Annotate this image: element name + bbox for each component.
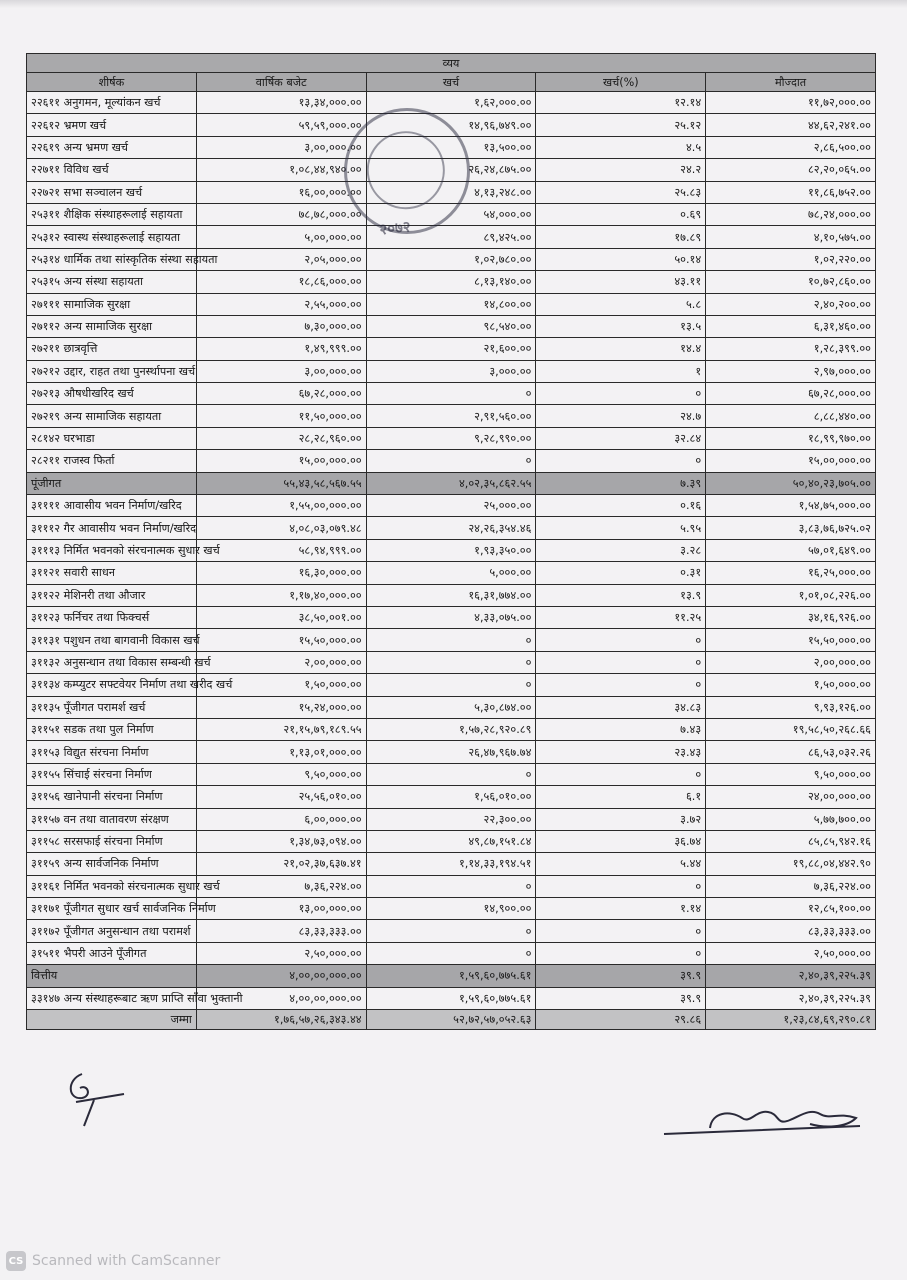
row-balance: १२,८५,१००.०० bbox=[706, 898, 876, 920]
total-balance: १,२३,८४,६९,२९०.८१ bbox=[706, 1010, 876, 1030]
row-pct: ० bbox=[536, 674, 706, 696]
row-pct: २५.८३ bbox=[536, 181, 706, 203]
row-budget: १८,८६,०००.०० bbox=[196, 271, 366, 293]
row-title: वित्तीय bbox=[27, 965, 197, 987]
row-expense: १३,५००.०० bbox=[366, 136, 536, 158]
row-title: ३१५११ भैपरी आउने पूँजीगत bbox=[27, 942, 197, 964]
row-pct: ११.२५ bbox=[536, 606, 706, 628]
table-row bbox=[27, 248, 876, 270]
row-balance: ४४,६२,२४१.०० bbox=[706, 114, 876, 136]
row-pct: ० bbox=[536, 450, 706, 472]
row-budget: ७,३६,२२४.०० bbox=[196, 875, 366, 897]
row-balance: २,४०,२००.०० bbox=[706, 293, 876, 315]
table-row bbox=[27, 741, 876, 763]
table-row bbox=[27, 696, 876, 718]
row-title: ३११५६ खानेपानी संरचना निर्माण bbox=[27, 786, 197, 808]
row-expense: ४९,८७,१५१.८४ bbox=[366, 830, 536, 852]
row-title: २७२१२ उद्दार, राहत तथा पुनर्स्थापना खर्च bbox=[27, 360, 197, 382]
row-title: ३११२३ फर्निचर तथा फिक्चर्स bbox=[27, 606, 197, 628]
row-expense: ० bbox=[366, 875, 536, 897]
row-pct: ७.३९ bbox=[536, 472, 706, 494]
row-title: ३११३२ अनुसन्धान तथा विकास सम्बन्धी खर्च bbox=[27, 651, 197, 673]
table-row bbox=[27, 853, 876, 875]
row-budget: १३,३४,०००.०० bbox=[196, 92, 366, 114]
total-pct: २९.८६ bbox=[536, 1010, 706, 1030]
row-expense: ८,१३,१४०.०० bbox=[366, 271, 536, 293]
row-expense: ५,०००.०० bbox=[366, 562, 536, 584]
row-pct: ० bbox=[536, 651, 706, 673]
row-balance: ४,१०,५७५.०० bbox=[706, 226, 876, 248]
row-title: ३११२२ मेशिनरी तथा औजार bbox=[27, 584, 197, 606]
table-row bbox=[27, 495, 876, 517]
row-expense: १,९३,३५०.०० bbox=[366, 539, 536, 561]
row-pct: १७.८९ bbox=[536, 226, 706, 248]
row-balance: १,५०,०००.०० bbox=[706, 674, 876, 696]
row-expense: ४,१३,२४८.०० bbox=[366, 181, 536, 203]
table-row bbox=[27, 808, 876, 830]
row-expense: २५,०००.०० bbox=[366, 495, 536, 517]
camscanner-logo-icon: CS bbox=[6, 1251, 26, 1271]
row-pct: ०.१६ bbox=[536, 495, 706, 517]
row-balance: २,४०,३९,२२५.३९ bbox=[706, 965, 876, 987]
table-row bbox=[27, 450, 876, 472]
table-row bbox=[27, 606, 876, 628]
row-expense: ५,३०,८७४.०० bbox=[366, 696, 536, 718]
row-expense: ० bbox=[366, 942, 536, 964]
row-budget: ४,०८,०३,०७९.४८ bbox=[196, 517, 366, 539]
table-row bbox=[27, 718, 876, 740]
row-budget: ५९,५९,०००.०० bbox=[196, 114, 366, 136]
row-title: ३११५५ सिंचाई संरचना निर्माण bbox=[27, 763, 197, 785]
row-pct: १.१४ bbox=[536, 898, 706, 920]
row-budget: १,१७,४०,०००.०० bbox=[196, 584, 366, 606]
row-budget: २,५०,०००.०० bbox=[196, 942, 366, 964]
table-row bbox=[27, 942, 876, 964]
section-row bbox=[27, 965, 876, 987]
signature-left bbox=[62, 1060, 142, 1130]
row-expense: १,५७,२८,९२०.८९ bbox=[366, 718, 536, 740]
row-title: ३११११ आवासीय भवन निर्माण/खरिद bbox=[27, 495, 197, 517]
row-expense: २४,२६,३५४.४६ bbox=[366, 517, 536, 539]
row-title: २७११२ अन्य सामाजिक सुरक्षा bbox=[27, 315, 197, 337]
table-row bbox=[27, 830, 876, 852]
row-balance: २,००,०००.०० bbox=[706, 651, 876, 673]
row-title: ३११२१ सवारी साधन bbox=[27, 562, 197, 584]
row-balance: ६,३१,४६०.०० bbox=[706, 315, 876, 337]
row-expense: २२,३००.०० bbox=[366, 808, 536, 830]
row-budget: ५८,९४,९९९.०० bbox=[196, 539, 366, 561]
row-title: २२६१९ अन्य भ्रमण खर्च bbox=[27, 136, 197, 158]
row-expense: ० bbox=[366, 920, 536, 942]
table-row bbox=[27, 271, 876, 293]
row-expense: २१,६००.०० bbox=[366, 338, 536, 360]
table-row bbox=[27, 674, 876, 696]
row-title: ३११५३ विद्युत संरचना निर्माण bbox=[27, 741, 197, 763]
row-budget: २,०५,०००.०० bbox=[196, 248, 366, 270]
row-balance: ७८,२४,०००.०० bbox=[706, 203, 876, 225]
header-expense-pct: खर्च(%) bbox=[536, 73, 706, 92]
table-row bbox=[27, 786, 876, 808]
row-expense: १,५६,०१०.०० bbox=[366, 786, 536, 808]
row-title: ३११७२ पूँजीगत अनुसन्धान तथा परामर्श bbox=[27, 920, 197, 942]
row-budget: २,५५,०००.०० bbox=[196, 293, 366, 315]
row-budget: ३,००,०००.०० bbox=[196, 360, 366, 382]
row-title: २७१११ सामाजिक सुरक्षा bbox=[27, 293, 197, 315]
row-title: २७२११ छात्रवृत्ति bbox=[27, 338, 197, 360]
header-title: शीर्षक bbox=[27, 73, 197, 92]
row-budget: ५५,४३,५८,५६७.५५ bbox=[196, 472, 366, 494]
row-title: २८२११ राजस्व फिर्ता bbox=[27, 450, 197, 472]
row-pct: ०.६९ bbox=[536, 203, 706, 225]
row-balance: ३४,१६,९२६.०० bbox=[706, 606, 876, 628]
row-expense: ० bbox=[366, 763, 536, 785]
camscanner-text: Scanned with CamScanner bbox=[32, 1253, 221, 1269]
row-pct: ३२.८४ bbox=[536, 427, 706, 449]
row-budget: १,१३,०१,०००.०० bbox=[196, 741, 366, 763]
row-expense: ३,०००.०० bbox=[366, 360, 536, 382]
row-title: ३११३४ कम्प्युटर सफ्टवेयर निर्माण तथा खरीद खर्च bbox=[27, 674, 197, 696]
row-pct: ०.३१ bbox=[536, 562, 706, 584]
seal-inner-ring bbox=[360, 124, 453, 217]
row-title: २५३११ शैक्षिक संस्थाहरूलाई सहायता bbox=[27, 203, 197, 225]
row-pct: ५.९५ bbox=[536, 517, 706, 539]
signature-right bbox=[660, 1098, 870, 1140]
row-pct: ० bbox=[536, 383, 706, 405]
table-row bbox=[27, 539, 876, 561]
row-budget: ३८,५०,००१.०० bbox=[196, 606, 366, 628]
row-budget: ९,५०,०००.०० bbox=[196, 763, 366, 785]
row-budget: १,०८,४४,९४०.०० bbox=[196, 159, 366, 181]
row-budget: १६,३०,०००.०० bbox=[196, 562, 366, 584]
row-title: २५३१४ धार्मिक तथा सांस्कृतिक संस्था सहायता bbox=[27, 248, 197, 270]
row-balance: ८५,८५,९४२.१६ bbox=[706, 830, 876, 852]
row-budget: ६,००,०००.०० bbox=[196, 808, 366, 830]
row-expense: १,१४,३३,१९४.५१ bbox=[366, 853, 536, 875]
row-budget: १३,००,०००.०० bbox=[196, 898, 366, 920]
row-title: ३११५७ वन तथा वातावरण संरक्षण bbox=[27, 808, 197, 830]
row-expense: ८९,४२५.०० bbox=[366, 226, 536, 248]
row-balance: १५,००,०००.०० bbox=[706, 450, 876, 472]
row-expense: ९,२८,९९०.०० bbox=[366, 427, 536, 449]
row-pct: ३४.८३ bbox=[536, 696, 706, 718]
row-pct: १४.४ bbox=[536, 338, 706, 360]
row-title: ३१११२ गैर आवासीय भवन निर्माण/खरिद bbox=[27, 517, 197, 539]
row-budget: ७,३०,०००.०० bbox=[196, 315, 366, 337]
row-pct: २५.१२ bbox=[536, 114, 706, 136]
row-title: २५३१२ स्वास्थ संस्थाहरूलाई सहायता bbox=[27, 226, 197, 248]
row-pct: ० bbox=[536, 763, 706, 785]
row-title: २७२१९ अन्य सामाजिक सहायता bbox=[27, 405, 197, 427]
row-expense: १,६२,०००.०० bbox=[366, 92, 536, 114]
table-row bbox=[27, 920, 876, 942]
table-row bbox=[27, 898, 876, 920]
row-pct: ४.५ bbox=[536, 136, 706, 158]
row-budget: ४,००,००,०००.०० bbox=[196, 987, 366, 1009]
row-budget: १,४९,९९९.०० bbox=[196, 338, 366, 360]
row-balance: २,५०,०००.०० bbox=[706, 942, 876, 964]
row-expense: १,५९,६०,७७५.६१ bbox=[366, 965, 536, 987]
row-title: ३११६१ निर्मित भवनको संरचनात्मक सुधार खर्च bbox=[27, 875, 197, 897]
row-expense: ४,०२,३५,८६२.५५ bbox=[366, 472, 536, 494]
row-balance: ५७,०१,६४९.०० bbox=[706, 539, 876, 561]
table-row bbox=[27, 629, 876, 651]
row-balance: ८३,३३,३३३.०० bbox=[706, 920, 876, 942]
row-title: ३१११३ निर्मित भवनको संरचनात्मक सुधार खर्च bbox=[27, 539, 197, 561]
row-budget: १,३४,७३,०९४.०० bbox=[196, 830, 366, 852]
row-expense: २६,४७,९६७.७४ bbox=[366, 741, 536, 763]
row-pct: ४३.११ bbox=[536, 271, 706, 293]
paper-edge bbox=[0, 0, 907, 8]
row-budget: २८,२८,९६०.०० bbox=[196, 427, 366, 449]
row-balance: १,५४,७५,०००.०० bbox=[706, 495, 876, 517]
row-balance: १,०२,२२०.०० bbox=[706, 248, 876, 270]
row-balance: १५,५०,०००.०० bbox=[706, 629, 876, 651]
row-expense: १,५९,६०,७७५.६१ bbox=[366, 987, 536, 1009]
row-title: ३३१४७ अन्य संस्थाहरूबाट ऋण प्राप्ति साँवा भुक्तानी bbox=[27, 987, 197, 1009]
row-balance: १,०१,०८,२२६.०० bbox=[706, 584, 876, 606]
row-pct: ३९.९ bbox=[536, 965, 706, 987]
row-budget: १५,२४,०००.०० bbox=[196, 696, 366, 718]
total-label: जम्मा bbox=[27, 1010, 197, 1030]
row-pct: ५.८ bbox=[536, 293, 706, 315]
row-pct: ० bbox=[536, 920, 706, 942]
row-budget: ३,००,०००.०० bbox=[196, 136, 366, 158]
table-row bbox=[27, 405, 876, 427]
row-pct: ३.७२ bbox=[536, 808, 706, 830]
row-title: २२६११ अनुगमन, मूल्यांकन खर्च bbox=[27, 92, 197, 114]
table-header-row bbox=[27, 73, 876, 92]
row-balance: १९,८८,०४,४४२.९० bbox=[706, 853, 876, 875]
row-expense: १,०२,७८०.०० bbox=[366, 248, 536, 270]
row-balance: ५०,४०,२३,७०५.०० bbox=[706, 472, 876, 494]
row-pct: ० bbox=[536, 875, 706, 897]
row-budget: ११,५०,०००.०० bbox=[196, 405, 366, 427]
row-title: ३११३१ पशुधन तथा बागवानी विकास खर्च bbox=[27, 629, 197, 651]
row-expense: १४,९००.०० bbox=[366, 898, 536, 920]
table-row bbox=[27, 651, 876, 673]
row-pct: २४.२ bbox=[536, 159, 706, 181]
row-title: ३११५८ सरसफाई संरचना निर्माण bbox=[27, 830, 197, 852]
table-row bbox=[27, 293, 876, 315]
row-expense: १४,९६,७४९.०० bbox=[366, 114, 536, 136]
row-title: २८१४२ घरभाडा bbox=[27, 427, 197, 449]
row-balance: २,९७,०००.०० bbox=[706, 360, 876, 382]
row-balance: ८२,२०,०६५.०० bbox=[706, 159, 876, 181]
row-pct: ७.४३ bbox=[536, 718, 706, 740]
row-budget: १६,००,०००.०० bbox=[196, 181, 366, 203]
table-row bbox=[27, 92, 876, 114]
header-annual-budget: वार्षिक बजेट bbox=[196, 73, 366, 92]
row-expense: ० bbox=[366, 629, 536, 651]
row-pct: ० bbox=[536, 942, 706, 964]
table-row bbox=[27, 763, 876, 785]
row-budget: २१,०२,३७,६३७.४१ bbox=[196, 853, 366, 875]
row-title: ३११३५ पूँजीगत परामर्श खर्च bbox=[27, 696, 197, 718]
row-title: ३११७१ पूँजीगत सुधार खर्च सार्वजनिक निर्माण bbox=[27, 898, 197, 920]
table-row bbox=[27, 315, 876, 337]
row-balance: ११,८६,७५२.०० bbox=[706, 181, 876, 203]
table-row bbox=[27, 226, 876, 248]
header-balance: मौज्दात bbox=[706, 73, 876, 92]
row-budget: ५,००,०००.०० bbox=[196, 226, 366, 248]
row-title: पूंजीगत bbox=[27, 472, 197, 494]
row-pct: १३.५ bbox=[536, 315, 706, 337]
row-budget: २१,१५,७९,१८९.५५ bbox=[196, 718, 366, 740]
row-balance: ९,९३,१२६.०० bbox=[706, 696, 876, 718]
row-title: २२६१२ भ्रमण खर्च bbox=[27, 114, 197, 136]
table-body bbox=[27, 92, 876, 1010]
header-expense: खर्च bbox=[366, 73, 536, 92]
row-pct: ० bbox=[536, 629, 706, 651]
row-balance: ९,५०,०००.०० bbox=[706, 763, 876, 785]
row-title: २५३१५ अन्य संस्था सहायता bbox=[27, 271, 197, 293]
row-expense: ० bbox=[366, 674, 536, 696]
row-expense: १६,३१,७७४.०० bbox=[366, 584, 536, 606]
row-expense: ० bbox=[366, 651, 536, 673]
row-budget: २५,५६,०१०.०० bbox=[196, 786, 366, 808]
row-title: ३११५१ सडक तथा पुल निर्माण bbox=[27, 718, 197, 740]
row-balance: २,८६,५००.०० bbox=[706, 136, 876, 158]
table-row bbox=[27, 987, 876, 1009]
row-budget: ६७,२८,०००.०० bbox=[196, 383, 366, 405]
table-row bbox=[27, 338, 876, 360]
row-balance: ११,७२,०००.०० bbox=[706, 92, 876, 114]
row-balance: ७,३६,२२४.०० bbox=[706, 875, 876, 897]
total-expense: ५२,७२,५७,०५२.६३ bbox=[366, 1010, 536, 1030]
row-pct: १२.१४ bbox=[536, 92, 706, 114]
row-budget: १५,००,०००.०० bbox=[196, 450, 366, 472]
table-row bbox=[27, 383, 876, 405]
row-pct: १ bbox=[536, 360, 706, 382]
row-balance: ६७,२८,०००.०० bbox=[706, 383, 876, 405]
row-balance: १,२८,३९९.०० bbox=[706, 338, 876, 360]
seal-year: २०७२ bbox=[378, 217, 412, 239]
table-banner-row bbox=[27, 54, 876, 73]
table-row bbox=[27, 875, 876, 897]
row-title: ३११५९ अन्य सार्वजनिक निर्माण bbox=[27, 853, 197, 875]
row-pct: ५.४४ bbox=[536, 853, 706, 875]
table-row bbox=[27, 360, 876, 382]
row-budget: ८३,३३,३३३.०० bbox=[196, 920, 366, 942]
table-row bbox=[27, 562, 876, 584]
row-pct: २३.४३ bbox=[536, 741, 706, 763]
row-balance: १०,७२,८६०.०० bbox=[706, 271, 876, 293]
row-pct: ६.१ bbox=[536, 786, 706, 808]
row-balance: ८,८८,४४०.०० bbox=[706, 405, 876, 427]
row-budget: ७८,७८,०००.०० bbox=[196, 203, 366, 225]
row-title: २७२१३ औषधीखरिद खर्च bbox=[27, 383, 197, 405]
row-pct: २४.७ bbox=[536, 405, 706, 427]
row-expense: २६,२४,८७५.०० bbox=[366, 159, 536, 181]
row-title: २२७२१ सभा सञ्चालन खर्च bbox=[27, 181, 197, 203]
row-pct: ५०.१४ bbox=[536, 248, 706, 270]
row-balance: २,४०,३९,२२५.३९ bbox=[706, 987, 876, 1009]
table-row bbox=[27, 584, 876, 606]
row-expense: ४,३३,०७५.०० bbox=[366, 606, 536, 628]
row-balance: १६,२५,०००.०० bbox=[706, 562, 876, 584]
row-expense: २,९१,५६०.०० bbox=[366, 405, 536, 427]
row-expense: ९८,५४०.०० bbox=[366, 315, 536, 337]
row-budget: १,५०,०००.०० bbox=[196, 674, 366, 696]
row-pct: ३६.७४ bbox=[536, 830, 706, 852]
row-balance: १९,५८,५०,२६८.६६ bbox=[706, 718, 876, 740]
row-balance: ५,७७,७००.०० bbox=[706, 808, 876, 830]
row-expense: ० bbox=[366, 383, 536, 405]
row-budget: २,००,०००.०० bbox=[196, 651, 366, 673]
row-balance: १८,९९,९७०.०० bbox=[706, 427, 876, 449]
row-budget: १,५५,००,०००.०० bbox=[196, 495, 366, 517]
row-expense: १४,८००.०० bbox=[366, 293, 536, 315]
table-row bbox=[27, 427, 876, 449]
banner-label: व्यय bbox=[27, 54, 876, 73]
row-pct: ३९.९ bbox=[536, 987, 706, 1009]
row-expense: ० bbox=[366, 450, 536, 472]
camscanner-watermark bbox=[6, 1251, 220, 1271]
row-expense: ५४,०००.०० bbox=[366, 203, 536, 225]
row-budget: १५,५०,०००.०० bbox=[196, 629, 366, 651]
section-row bbox=[27, 472, 876, 494]
row-pct: ३.२८ bbox=[536, 539, 706, 561]
total-row bbox=[27, 1010, 876, 1030]
row-balance: ३,८३,७६,७२५.०२ bbox=[706, 517, 876, 539]
row-balance: ८६,५३,०३२.२६ bbox=[706, 741, 876, 763]
row-balance: २४,००,०००.०० bbox=[706, 786, 876, 808]
row-budget: ४,००,००,०००.०० bbox=[196, 965, 366, 987]
table-row bbox=[27, 517, 876, 539]
row-title: २२७११ विविध खर्च bbox=[27, 159, 197, 181]
row-pct: १३.९ bbox=[536, 584, 706, 606]
total-budget: १,७६,५७,२६,३४३.४४ bbox=[196, 1010, 366, 1030]
